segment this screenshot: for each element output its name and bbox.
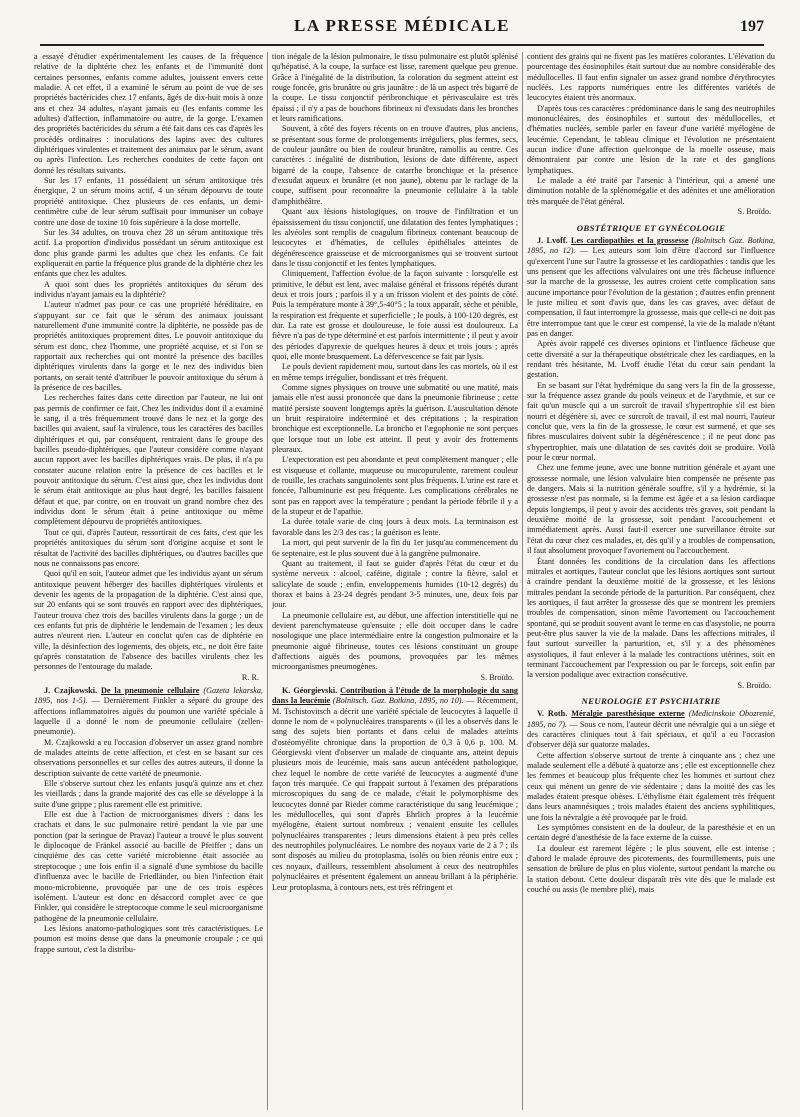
article-title: De la pneumonie cellulaire	[100, 685, 200, 695]
article-title: Les cardiopathies et la grossesse	[571, 235, 689, 245]
section-heading-neurology: NEUROLOGIE ET PSYCHIATRIE	[581, 695, 721, 706]
column-middle	[272, 52, 518, 1110]
article-intro	[527, 709, 775, 750]
paragraph: Cette affection s'observe surtout de trente à cinquante ans ; chez une malade seulement elle a débuté à quatorze ans ; elle est exceptionnelle chez les femmes et beaucoup plus fréquente chez les hommes et surtout chez ceux qui mènent un genre de vie sédentaire ; dans la moitié des cas les malades étaient presque obèses. L'éthylisme était également très fréquent dans leurs anamnésiques ; trois malades étaient des anciens syphilitiques, une fois la névralgie a été provoquée par le froid.	[527, 750, 775, 822]
article-intro	[272, 686, 518, 893]
paragraph: — Les auteurs sont loin d'être d'accord sur l'influence qu'exercent l'une sur l'autre la grossesse et les cardiopathies : tandis que les uns pensent que les affections valvulaires ont une très fâcheuse influence sur la marche de la grossesse, les autres croient cette complication sans aucune importance pour l'évolution de la gestation ; d'autres enfin prennent le juste milieu et sont d'avis que, dans les cas graves, avec défaut de compensation, il faut interrompre la grossesse, mais que celle-ci ne doit pas être interrompue tant que le cœur est compensé, la vie de la malade n'étant pas en danger.	[527, 246, 775, 338]
paragraph: Chez une femme jeune, avec une bonne nutrition générale et ayant une grossesse normale, une lésion valvulaire bien compensée ne présente pas de dangers. Mais si la nutrition générale souffre, s'il y a hydrémie, si la grossesse n'est pas normale, si la femme est âgée et a sa lésion cardiaque depuis longtemps, il peut y avoir des accidents très graves, soit pendant la deuxième moitié de la grossesse, soit pendant l'accouchement et immédiatement après. Aussi faut-il exercer une surveillance étroite sur l'état du cœur chez ces malades, et, dès qu'il y a troubles de compensation, il faut absolument provoquer l'avortement ou l'accouchement.	[527, 463, 775, 556]
paragraph: Quoi qu'il en soit, l'auteur admet que les individus ayant un sérum antitoxique peuvent héberger des bacilles diphtériques virulents et devenir les agents de la propagation de la diphtérie. C'est ainsi que, sur 20 enfants qui se sont trouvés en rapport avec des diphtériques, l'auteur trouva chez trois des bacilles virulents dans la gorge ; un de ces enfants fut pris de diphtérie le lendemain de l'examen ; les deux autres n'eurent rien. L'auteur en conclut qu'en cas de diphtérie en ville, la désinfection des logements, des objets, etc., ne doit être faite qu'après constatation de l'absence des bacilles virulents chez les personnes de l'entourage du malade.	[34, 569, 263, 672]
paragraph: Tout ce qui, d'après l'auteur, ressortirait de ces faits, c'est que les propriétés antitoxiques du sérum sont d'origine acquise et sont le résultat de l'activité des bacilles diphtériques, ou d'autres bacilles que nous ne connaissons pas encore.	[34, 527, 263, 568]
article-title: Contribution à l'étude de la morphologie du sang dans la leucémie	[272, 685, 518, 706]
signature: S. Broïdo.	[480, 672, 514, 682]
paragraph: L'auteur n'admet pas pour ce cas une propriété héréditaire, en s'appuyant sur ce fait que le sérum des animaux jouissant naturellement d'une immunité contre la diphtérie, ne possède pas de propriétés antitoxiques proprement dites. Le pouvoir antitoxique du sérum est donc, chez l'homme, une propriété acquise, et si l'on se rapportait aux recherches qui ont montré la présence des bacilles diphtériques virulents dans la gorge et le nez des individus bien portants, on serait tenté d'attribuer le pouvoir antitoxique du sérum à la présence de ces bacilles.	[34, 300, 263, 392]
paragraph: A quoi sont dues les propriétés antitoxiques du sérum des individus n'ayant jamais eu la diphtérie?	[34, 279, 263, 299]
paragraph: Les recherches faites dans cette direction par l'auteur, ne lui ont pas permis de confirmer ce fait. Chez les individus dont il a examiné le sang, il a très fréquemment trouvé dans le nez et la gorge des bacilles qui avaient, sauf la virulence, tous les caractères des bacilles diphtériques et qui, par conséquent, rentraient dans le groupe des bacilles pseudo-diphtériques, que l'auteur considère comme n'ayant aucun rapport avec les bacilles diphtériques vrais. De plus, il n'a pu constater aucune relation entre la présence de ces bacilles et le pouvoir antitoxique du sérum. C'est ainsi que, chez les individus dont le sérum était antitoxique au plus haut degré, les bacilles faisaient défaut et que, par contre, on en trouvait un grand nombre chez des individus dont le sérum était à peine antitoxique ou même complètement dépourvu de propriétés antitoxiques.	[34, 393, 263, 527]
running-header	[40, 14, 764, 46]
paragraph: Le pouls devient rapidement mou, surtout dans les cas mortels, où il est en même temps irrégulier, bondissant et très fréquent.	[272, 362, 518, 382]
paragraph: Les symptômes consistent en de la douleur, de la paresthésie et en un certain degré d'anesthésie de la face externe de la cuisse.	[527, 823, 775, 843]
paragraph: Les lésions anatomo-pathologiques sont très caractéristiques. Le poumon est moins dense que dans la pneumonie croupale ; ce qui frappe surtout, c'est la distribu-	[34, 923, 263, 954]
article-intro	[34, 686, 263, 738]
paragraph: Après avoir rappelé ces diverses opinions et l'influence fâcheuse que cette diversité a sur la thérapeutique obstétricale chez les cardiaques, en la rendant très hésitante, M. Lvoff étudie l'état du cœur sain pendant la gestation.	[527, 339, 775, 380]
signature: S. Broïdo.	[737, 680, 771, 690]
paragraph: Comme signes physiques on trouve une submatité ou une matité, mais jamais elle n'est aussi prononcée que dans la pneumonie fibrineuse ; cette matité persiste souvent longtemps après la guérison. L'auscultation dénote un bruit respiratoire indéterminé et des crépitations ; la respiration bronchique est exceptionnelle. La broncho et l'ægophonie ne sont perçues que lorsque tout un lobe est atteint. Il peut y avoir des frottements pleuraux.	[272, 383, 518, 455]
paragraph: — Sous ce nom, l'auteur décrit une névralgie qui a un siège et des caractères cliniques tout à fait spéciaux, et qu'il a eu l'occasion d'observer déjà sur quatorze malades.	[527, 719, 775, 750]
paragraph: Le malade a été traité par l'arsenic à l'intérieur, qui a amené une diminution notable de la splénomégalie et des adénites et une amélioration très marquée de l'état général.	[527, 176, 775, 206]
paragraph: Elle s'observe surtout chez les enfants jusqu'à quinze ans et chez les vieillards ; dans la grande majorité des cas elle se développe à la suite d'une grippe ; plus rarement elle est primitive.	[34, 779, 263, 809]
paragraph: M. Czajkowski a eu l'occasion d'observer un assez grand nombre de malades atteints de cette affection, et c'est en se basant sur ces observations personnelles et sur celles des autres auteurs, il donne la description suivante de cette variété de pneumonie.	[34, 737, 263, 778]
paragraph: contient des grains qui ne fixent pas les matières colorantes. L'élévation du pourcentage des éosinophiles était surtout due au nombre considérable des médullocelles. Il faut enfin signaler un assez grand nombre d'érythrocytes nucléés. Les rapports numériques entre les différentes variétés de leucocytes étaient très anormaux.	[527, 52, 775, 103]
article-author: V. Roth.	[537, 709, 568, 719]
paragraph: La douleur est rarement légère ; le plus souvent, elle est intense ; d'abord le malade éprouve des picotements, des fourmillements, puis une sensation de brûlure de plus en plus violente, surtout pendant la marche ou la station debout. Cette douleur disparaît très vite dès que le malade est couché ou assis (le membre plié), mais	[527, 843, 775, 895]
paragraph: Elle est due à l'action de microorganismes divers : dans les crachats et dans le suc pulmonaire retiré pendant la vie par une ponction (par la seringue de Pravaz) l'auteur a trouvé le plus souvent le diplocoque de Fränkel associé au bacille de Pfeiffer ; dans un cinquième des cas cette variété microbienne était associée au streptocoque ; une fois enfin il a signalé d'une symbiose du bacille d'influenza avec le bacille de Friedländer, ou bien l'infection était mono-microbienne, provoquée par une de ces trois espèces isolément. L'auteur est donc en désaccord complet avec ce que Finkler, qui considère le streptocoque comme le seul microorganisme pathogène de la pneumonie cellulaire.	[34, 810, 263, 923]
page-number: 197	[740, 18, 764, 35]
paragraph: Cliniquement, l'affection évolue de la façon suivante : lorsqu'elle est primitive, le début est lent, avec malaise général et frissons répétés durant deux et trois jours ; parfois il y a un frisson violent et des points de côté. Puis la température monte à 39°,5-40°5 ; la toux apparaît, sèche et pénible, la respiration est fréquente et superficielle ; le pouls, à 100-120 degrés, est dur. La rate est grosse et douloureuse, le foie aussi est douloureux. La fièvre n'a pas de type déterminé et est parfois intermittente ; il peut y avoir des périodes d'apyrexie de quelques heures à deux et trois jours ; après quoi, elle monte brusquement. La défervescence se fait par lysis.	[272, 269, 518, 361]
paragraph: tion inégale de la lésion pulmonaire, le tissu pulmonaire est plutôt splénisé qu'hépatisé. A la coupe, la surface est lisse, rarement quelque peu grenue. Grâce à l'inégalité de la distribution, la coloration du segment atteint est rouge foncée, gris brunâtre ou gris jaunâtre : de là un aspect très bigarré de la coupe. Le tissu conjonctif péribronchique et périvasculaire est très épaissi ; il n'y a pas de bouchons fibrineux ni d'exsudats dans les bronches et leurs ramifications.	[272, 52, 518, 124]
paragraph: Sur les 17 enfants, 11 possédaient un sérum antitoxique très énergique, 2 un sérum moins actif, 4 un sérum dépourvu de toute propriété antitoxique. Chez plusieurs de ces enfants, un demi-centimètre cube de leur sérum suffisait pour immuniser un cobaye contre une dose de toxine 10 fois supérieure à la dose mortelle.	[34, 176, 263, 227]
paragraph: Quant au traitement, il faut se guider d'après l'état du cœur et du système nerveux : alcool, caféine, digitale ; contre la fièvre, salol et salicylate de soude ; enfin, enveloppements humides (10-12 degrés) du thorax et bains à 23-24 degrés pendant 3-5 minutes, une, deux fois par jour.	[272, 558, 518, 610]
column-rule-left	[267, 52, 268, 1110]
paragraph: Souvent, à côté des foyers récents on en trouve d'autres, plus anciens, se présentant sous forme de prolongements irréguliers, plus fermes, secs, de couleur jaunâtre ou bien de couleur brunâtre, ramollis au centre. Ces caractères : inégalité de distribution, lésions de date différente, aspect bigarré de la coupe, l'absence de catarrhe bronchique et la présence d'exsudat aqueux et brunâtre (et non jaune), obtenu par le raclage de la coupe, suffisent pour reconnaître la pneumonie cellulaire à la table d'amphithéâtre.	[272, 124, 518, 206]
article-source: (Bolnitsch. Gaz. Botkina, 1895, no 10).	[332, 696, 464, 706]
journal-title: LA PRESSE MÉDICALE	[294, 16, 510, 35]
column-rule-right	[522, 52, 523, 1110]
signature: S. Broïdo.	[737, 207, 771, 217]
paragraph: Quant aux lésions histologiques, on trouve de l'infiltration et un épaississement du tissu conjonctif, une dilatation des fentes lymphatiques ; les alvéoles sont remplis de coagulum fibrineux contenant beaucoup de leucocytes et d'hématies, de cellules épithéliales atteintes de dégénérescence graisseuse et de microorganismes qui se trouvent surtout dans le tissu conjonctif et les fentes lymphatiques.	[272, 207, 518, 268]
article-source: (Gazeta lekarska, 1895, nos 1-5).	[34, 685, 263, 706]
paragraph: La mort, qui peut survenir de la fin du 1er jusqu'au commencement du 6e septenaire, est le plus souvent due à la gangrène pulmonaire.	[272, 538, 518, 558]
article-author: J. Czajkowski.	[44, 685, 98, 695]
paragraph: — Récemment, M. Tschistovitsch a décrit une variété spéciale de leucocytes à laquelle il donne le nom de « polynucléaires transparents » (il les a observés dans le sang des sujets bien portants et dans celui de malades atteints d'ostéomyélite chronique dans la proportion de 0,3 à 0,6 p. 100. M. Géorgievski vient d'observer un malade de cinquante ans, atteint depuis plusieurs mois de leucémie, mais sans aucun antécédent pathologique, chez lequel le nombre de cette variété de leucocytes a augmenté d'une façon très marquée. Ce qui frappait surtout à l'examen des préparations microscopiques du sang de ce malade, c'était le polymorphisme des leucocytes donné par Rieder comme caractéristique du sang leucémique ; les médullocelles, qui sont d'après Ehrlich propres à la leucémie myélogène, étaient surtout nombreux ; venaient ensuite les cellules polynucléaires transparentes ; leurs dimensions étaient à peu près celles des neutrophiles polynucléaires. Le nombre des noyaux varie de 2 à 7 ; ils sont disposés au milieu du protoplasma, isolés ou bien réunis entre eux ; ces noyaux, d'ailleurs, ressemblent absolument à ceux des neutrophiles polynucléaires et présentent également un anneau brillant à la périphérie. Leur protoplasma, à contours nets, est très réfringent et	[272, 696, 518, 892]
column-left	[34, 52, 263, 1110]
paragraph: a essayé d'étudier expérimentalement les causes de la fréquence relative de la diphtérie chez les enfants et de l'immunité dont certaines personnes, enfants comme adultes, jouissent envers cette maladie. A cet effet, il a examiné le sérum au point de vue de ses propriétés bactéricides chez 17 enfants, âgés de dix-huit mois à onze ans et chez 34 adultes, n'ayant jamais eu (les enfants comme les adultes) d'affection, inflammatoire ou autre, de la gorge. L'examen des propriétés bactéricides du sérum a été fait dans ces cas d'après les procédés ordinaires : inoculations des lapins avec des cultures diphtériques virulentes et traitement des animaux par le sérum, avant ou après l'infection. Les recherches conduites de cette façon ont donné les résultats suivants.	[34, 52, 263, 175]
column-right	[527, 52, 775, 1110]
article-intro	[527, 236, 775, 339]
article-author: K. Géorgievski.	[282, 685, 338, 695]
article-source: (Bolnitsch Gaz. Botkina, 1895, no 12).	[527, 235, 775, 256]
article-author: J. Lvoff.	[537, 235, 568, 245]
section-heading-obstetrics: OBSTÉTRIQUE ET GYNÉCOLOGIE	[576, 222, 726, 233]
paragraph: Sur les 34 adultes, on trouva chez 28 un sérum antitoxique très actif. La proportion d'individus possédant un sérum antitoxique est donc plus grande parmi les adultes que chez les enfants. Ce fait expliquerait en partie la fréquence plus grande de la diphtérie chez les enfants que chez les adultes.	[34, 227, 263, 279]
article-title: Méralgie paresthésique externe	[571, 709, 685, 719]
paragraph: D'après tous ces caractères : prédominance dans le sang des neutrophiles mononucléaires, des éosinophiles et surtout des médullocelles, et d'hématies nucléés, semble parler en faveur d'une variété myélogène de leucémie. Cependant, le tableau clinique et l'évolution ne présentaient aucun indice d'une affection quelconque de la moelle osseuse, mais démontraient par contre une lésion de la rate et des ganglions lymphatiques.	[527, 103, 775, 175]
article-source: (Medicinskoie Obozrenié, 1895, no 7).	[527, 709, 775, 729]
paragraph: L'expectoration est peu abondante et peut complètement manquer ; elle est visqueuse et collante, muqueuse ou mucopurulente, rarement couleur de rouille, les crachats sanguinolents sont plus fréquents. L'urine est rare et foncée, l'albuminurie est peu fréquente. Les complications cérébrales ne sont pas en rapport avec la température ; pendant la période fébrile il y a de la stupeur et de l'apathie.	[272, 455, 518, 517]
signature: R. R.	[241, 672, 259, 682]
paragraph: La pneumonie cellulaire est, au début, une affection interstitielle qui ne devient parenchymateuse qu'ensuite ; elle doit occuper dans le cadre nosologique une place intermédiaire entre la congestion pulmonaire et la pneumonie aiguë fibrineuse, toutes ces lésions constituant un groupe d'affections aiguës des poumons, provoquées par les mêmes microorganismes pneumogènes.	[272, 610, 518, 672]
paragraph: — Dernièrement Finkler a séparé du groupe des affections inflammatoires aiguës du poumon une variété spéciale à laquelle il a donné le nom de pneumonie cellulaire (zellen-pneumonie).	[34, 696, 263, 737]
paragraph: Étant données les conditions de la circulation dans les affections mitrales et aortiques, l'auteur conclut que les lésions aortiques sont surtout à craindre pendant la deuxième moitié de la grossesse, et les lésions mitrales pendant la seconde période de la parturition. Par conséquent, chez les aortiques, il faut arrêter la grossesse dès que se montrent les premiers troubles de compensation, sinon même l'avortement ou l'accouchement spontané, qui se produit souvent avant le terme en cas d'asystolie, ne pourra peut-être plus sauver la vie de la malade. Dans les affections mitrales, il faut surtout surveiller la parturition, et, s'il y a des phénomènes asystoliques, il faut enlever à la malade les contractions utérines, soit en terminant l'accouchement par l'expression ou par le forceps, soit enfin par la version podalique avec extraction consécutive.	[527, 556, 775, 680]
paragraph: En se basant sur l'état hydrémique du sang vers la fin de la grossesse, sur la fréquence assez grande du pouls veineux et de l'arythmie, et sur ce fait qu'un muscle qui a un surcroît de travail s'hypertrophie s'il est bien nourri et dégénère si, avec ce surcroît de travail, il est mal nourri, l'auteur conclut que, vers la fin de la grossesse, le cœur est surmené, et que ses fibres musculaires doivent subir la dégénérescence ; il ne peut donc pas s'hypertrophier, mais une dilatation de ses cavités doit se produire. Voilà pour le cœur normal.	[527, 380, 775, 463]
paragraph: La durée totale varie de cinq jours à deux mois. La terminaison est favorable dans les 2/3 des cas ; la guérison es lente.	[272, 517, 518, 537]
